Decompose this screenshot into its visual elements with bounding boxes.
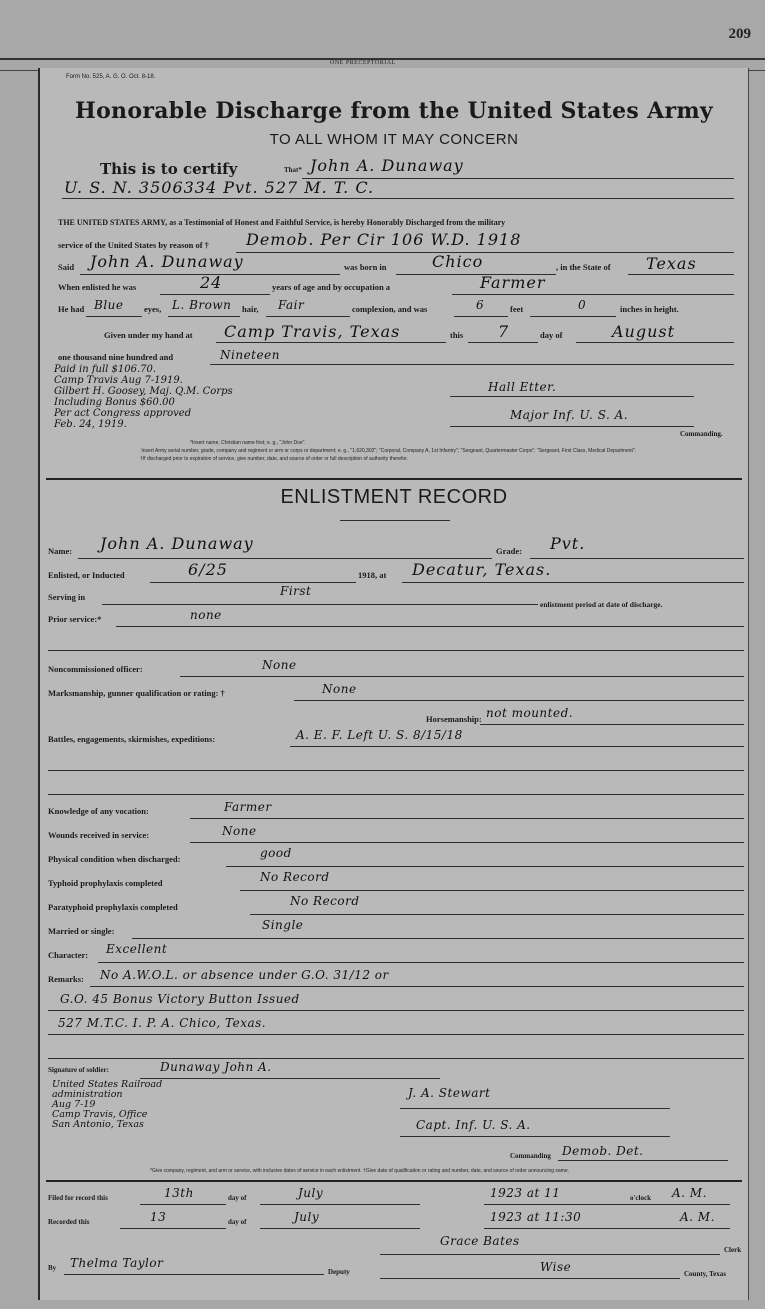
enl-character: Excellent [106, 942, 168, 956]
serial-grade: U. S. N. 3506334 Pvt. 527 M. T. C. [64, 178, 375, 197]
certificate-title: Honorable Discharge from the United States Army [74, 98, 714, 124]
recorded-year: 1923 at 11:30 [490, 1210, 582, 1224]
enl-grade: Pvt. [550, 534, 586, 553]
height-feet: 6 [476, 298, 485, 312]
filed-month: July [298, 1186, 324, 1200]
filed-ampm: A. M. [672, 1186, 707, 1200]
soldier-name: John A. Dunaway [310, 156, 464, 175]
enl-horse: not mounted. [486, 706, 574, 720]
county-name: Wise [540, 1260, 572, 1274]
enl-physical: good [260, 846, 292, 860]
page-number: 209 [728, 26, 751, 42]
enl-vocation: Farmer [224, 800, 272, 814]
enl-name: John A. Dunaway [100, 534, 254, 553]
given-month: August [612, 322, 676, 341]
recorded-day: 13 [150, 1210, 167, 1224]
given-day: 7 [498, 322, 510, 341]
railroad-note: United States Railroad administration Aug 7-19 Camp Travis, Office San Antonio, Texas [52, 1079, 163, 1130]
height-inches: 0 [578, 298, 587, 312]
birth-state: Texas [646, 254, 697, 273]
enl-paratyphoid: No Record [290, 894, 360, 908]
complexion: Fair [278, 298, 305, 312]
soldier-signature: Dunaway John A. [160, 1060, 272, 1074]
filed-year: 1923 at 11 [490, 1186, 561, 1200]
enl-place: Decatur, Texas. [412, 560, 552, 579]
certificate-subtitle: TO ALL WHOM IT MAY CONCERN [269, 131, 519, 148]
enl-wounds: None [222, 824, 257, 838]
discharge-reason: Demob. Per Cir 106 W.D. 1918 [246, 230, 522, 249]
signer-name: Hall Etter. [488, 380, 557, 394]
enl-nco: None [262, 658, 297, 672]
given-place: Camp Travis, Texas [224, 322, 401, 341]
clerk-signature: Grace Bates [440, 1234, 520, 1248]
enlistment-heading: ENLISTMENT RECORD [280, 486, 508, 508]
signer-title: Major Inf. U. S. A. [510, 408, 629, 422]
said-label: Said [58, 262, 75, 272]
enl-battles: A. E. F. Left U. S. 8/15/18 [296, 728, 463, 742]
enl-typhoid: No Record [260, 870, 330, 884]
enl-remarks-3: 527 M.T.C. I. P. A. Chico, Texas. [58, 1016, 267, 1030]
hair-color: L. Brown [172, 298, 232, 312]
form-number: Form No. 525, A. G. O. Oct. 8-18. [66, 74, 156, 80]
birth-place: Chico [432, 252, 484, 271]
that-label: That* [284, 166, 302, 174]
commanding-label: Commanding. [680, 430, 723, 438]
enl-married: Single [262, 918, 304, 932]
enl-marks: None [322, 682, 357, 696]
enl-serving: First [280, 584, 312, 598]
eye-color: Blue [94, 298, 124, 312]
enl-remarks-2: G.O. 45 Bonus Victory Button Issued [60, 992, 300, 1006]
recorded-ampm: A. M. [680, 1210, 715, 1224]
deputy-signature: Thelma Taylor [70, 1256, 164, 1270]
given-year: Nineteen [220, 348, 280, 362]
officer-signature: J. A. Stewart [408, 1086, 491, 1100]
said-name: John A. Dunaway [90, 252, 244, 271]
section-divider [46, 478, 742, 480]
enl-prior: none [190, 608, 222, 622]
certify-label: This is to certify [100, 160, 238, 178]
officer-command: Demob. Det. [562, 1144, 644, 1158]
recorded-month: July [294, 1210, 320, 1224]
age: 24 [200, 273, 223, 292]
enl-remarks-1: No A.W.O.L. or absence under G.O. 31/12 or [100, 968, 389, 982]
occupation: Farmer [480, 273, 546, 292]
filed-day: 13th [164, 1186, 194, 1200]
discharge-form: Form No. 525, A. G. O. Oct. 8-18. Honorable Discharge from the United States Army TO ALL WHOM IT MAY CONCERN This is to certify That* John A. Dunaway U. S. N. 3506334 Pvt. 527 M. T. C. THE UNITED STATES ARMY, as a Testimonial of Honest and Faithful Service, is hereby Honorably Discharged from the military service of the United States by reason of † Demob. Per Cir 106 W.D. 1918 Said John A. Dunaway was born in Chico , in the State of Texas When enlisted he was 24 years of age and by occupation a Farmer He had Blue eyes, L. Brown hair, Fair complexion, and was 6 feet 0 inches in height. Given under my hand at Camp Travis, Texas this 7 day of August one thousand nine hundred and Nineteen Paid in full $106.70. Camp Travis Aug 7-1919. Gilbert H. Goosey, Maj. Q.M. Corps Including Bonus $60.00 Per act Congress approved Feb. 24, 1919. Hall Etter. Major Inf. U. S. A. Commanding. *Insert name, Christian name first; e. g., "John Doe". Insert Army serial number, grade, company and regiment or arm or corps or department; e. g., "1,620,302"; "Corporal, Company A, 1st Infantry"; "Sergeant, Quartermaster Corps"; "Sergeant, First Class, Medical Department". †If discharged prior to expiration of service, give number, date, and source of order or full description of authority therefor. ENLISTMENT RECORD Name: John A. Dunaway Grade: Pvt. Enlisted, or Inducted 6/25 1918, at Decatur, Texas. Serving in First enlistment period at date of discharge. Prior service:* none Noncommissioned officer: None Marksmanship, gunner qualification or rating: † None Horsemanship: not mounted. Battles, engagements, skirmishes, expeditions: A. E. F. Left U. S. 8/15/18 Knowledge of any vocation: Farmer Wounds received in service: None Physical condition when discharged: good Typhoid prophylaxis completed No Record Paratyphoid prophylaxis completed No Record Married or single: Single Character: Excellent Remarks: No A.W.O.L. or absence under G.O. 31/12 or G.O. 45 Bonus Victory Button Issued 527 M.T.C. I. P. A. Chico, Texas. Signature of soldier: Dunaway John A. United States Railroad administration Aug 7-19 Camp Travis, Office San Antonio, Texas J. A. Stewart Capt. Inf. U. S. A. Commanding Demob. Det. *Give company, regiment, and arm or service, with inclusive dates of service in each enlistment. †Give date of qualification or rating and number, date, and source of order announcing same. Filed for record this 13th day of July 1923 at 11 o'clock A. M. Recorded this 13 day of July 1923 at 11:30 A. M. Grace Bates Clerk By Thelma Taylor Deputy Wise County, Texas [38, 68, 749, 1300]
paid-note: Paid in full $106.70. Camp Travis Aug 7-1919. Gilbert H. Goosey, Maj. Q.M. Corps Including Bonus $60.00 Per act Congress approved Feb. 24, 1919. [54, 364, 233, 430]
testimonial-text: THE UNITED STATES ARMY, as a Testimonial of Honest and Faithful Service, is hereby Honorably Discharged from the military [58, 218, 506, 227]
enl-date: 6/25 [188, 560, 228, 579]
officer-title: Capt. Inf. U. S. A. [416, 1118, 531, 1132]
reason-label: service of the United States by reason of † [58, 240, 209, 250]
top-band: ONE PRECEPTORIAL [0, 58, 765, 71]
